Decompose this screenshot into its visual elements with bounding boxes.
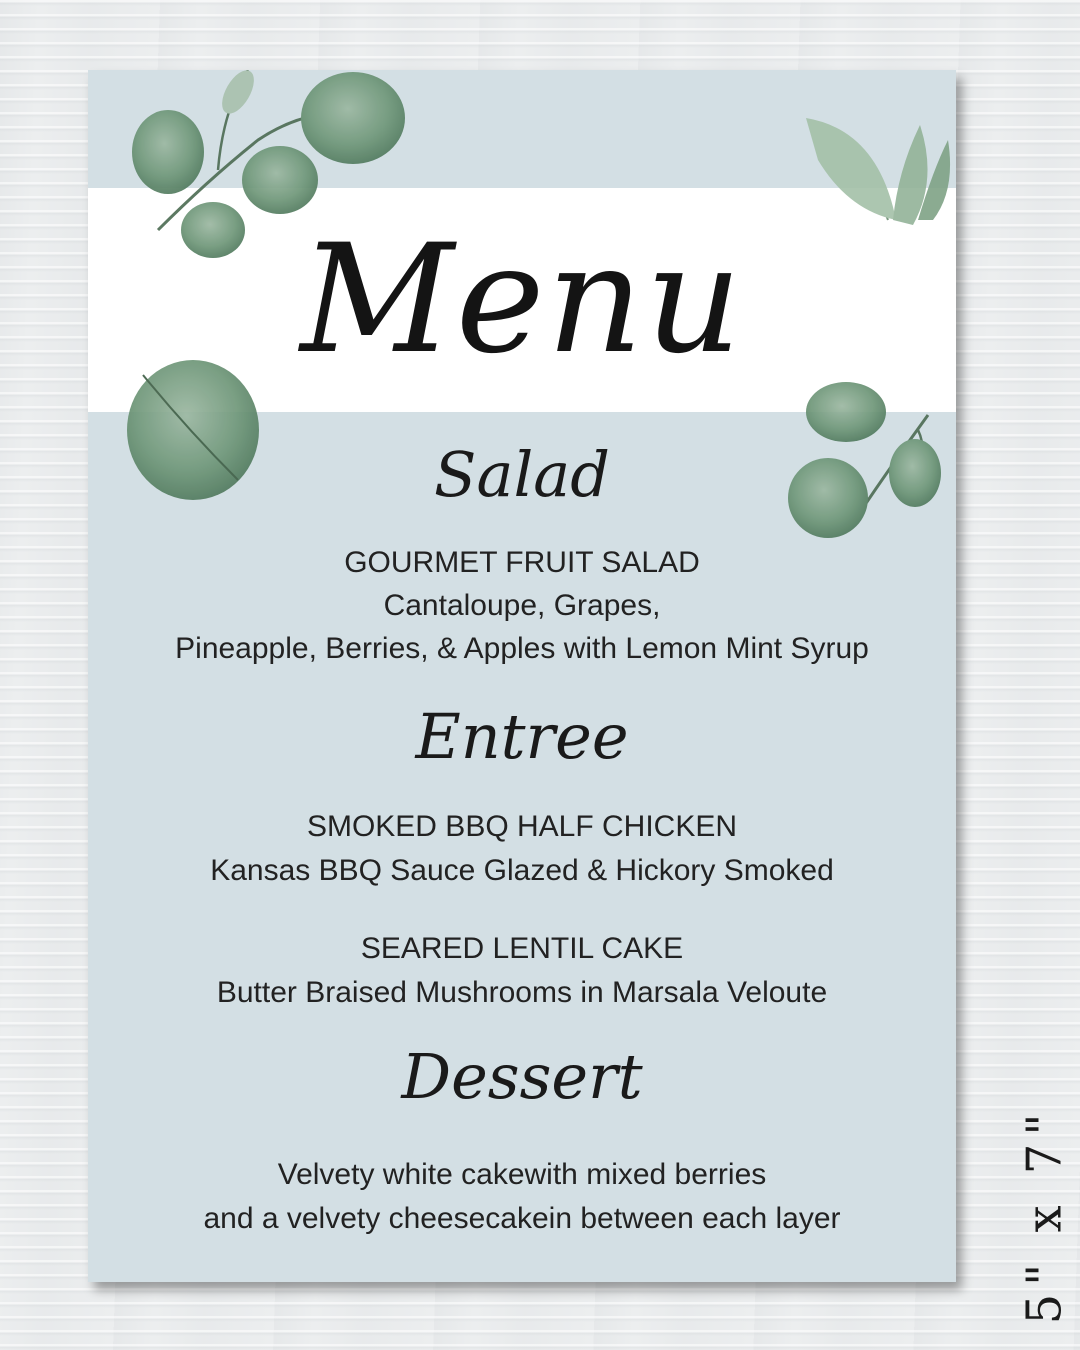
entree-item-1-description: Kansas BBQ Sauce Glazed & Hickory Smoked (210, 854, 834, 887)
size-label-text: 5" x 7" (1016, 1105, 1073, 1325)
dessert-description-line-1: Velvety white cakewith mixed berries (277, 1158, 767, 1191)
salad-item-name: GOURMET FRUIT SALAD (344, 546, 700, 579)
entree-item-2-name: SEARED LENTIL CAKE (360, 932, 684, 965)
salad-heading: Salad (434, 438, 610, 511)
size-label (1012, 1105, 1076, 1325)
salad-description-line-1: Cantaloupe, Grapes, (383, 589, 661, 622)
entree-item-1-name: SMOKED BBQ HALF CHICKEN (306, 810, 738, 843)
entree-item-2-description: Butter Braised Mushrooms in Marsala Veloute (216, 976, 828, 1009)
menu-card (88, 70, 956, 1282)
menu-title: Menu (300, 213, 744, 387)
dessert-description-line-2: and a velvety cheesecakein between each layer (203, 1202, 841, 1235)
salad-description-line-2: Pineapple, Berries, & Apples with Lemon Mint Syrup (175, 632, 869, 665)
dessert-heading: Dessert (401, 1040, 643, 1113)
entree-heading: Entree (415, 700, 629, 773)
